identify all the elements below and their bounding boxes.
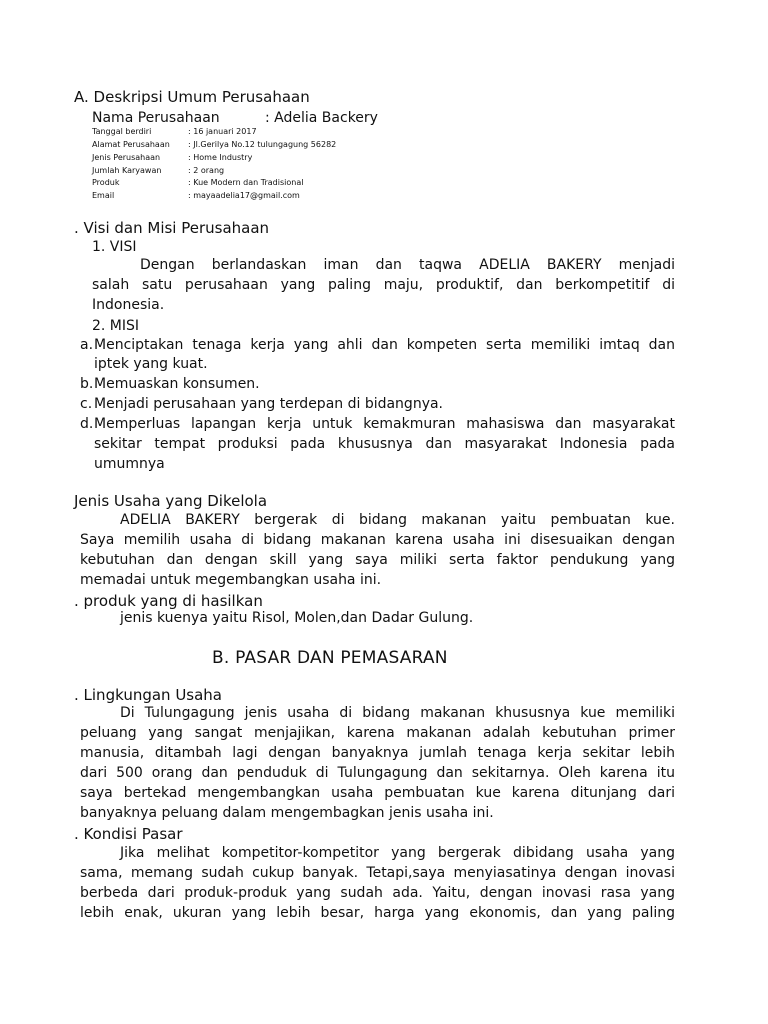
lingkungan-line: banyaknya peluang dalam mengembagkan jenis usaha ini. bbox=[80, 805, 494, 821]
kondisi-line: lebih enak, ukuran yang lebih besar, harga yang ekonomis, dan yang paling bbox=[80, 905, 675, 921]
info-value: : Jl.Gerilya No.12 tulungagung 56282 bbox=[188, 140, 337, 149]
section-b-heading: B. PASAR DAN PEMASARAN bbox=[212, 648, 448, 668]
lingkungan-heading: . Lingkungan Usaha bbox=[74, 686, 223, 704]
produk-heading: . produk yang di hasilkan bbox=[74, 592, 263, 610]
info-value: : mayaadelia17@gmail.com bbox=[188, 191, 300, 200]
jenis-usaha-heading: Jenis Usaha yang Dikelola bbox=[74, 492, 268, 510]
lingkungan-line: saya bertekad mengembangkan usaha pembuatan kue karena ditunjang dari bbox=[80, 785, 675, 801]
lingkungan-line: peluang yang sangat menjajikan, karena makanan adalah kebutuhan primer bbox=[80, 725, 675, 741]
misi-line: iptek yang kuat. bbox=[94, 356, 208, 372]
misi-line: Memperluas lapangan kerja untuk kemakmuran mahasiswa dan masyarakat bbox=[94, 416, 675, 432]
company-name-label: Nama Perusahaan bbox=[92, 110, 220, 126]
info-row bbox=[92, 166, 492, 177]
misi-line: sekitar tempat produksi pada khususnya dan masyarakat Indonesia pada bbox=[94, 436, 675, 452]
visi-misi-heading: . Visi dan Misi Perusahaan bbox=[74, 219, 270, 237]
info-value: : 16 januari 2017 bbox=[188, 127, 257, 136]
kondisi-line: sama, memang sudah cukup banyak. Tetapi,saya menyiasatinya dengan inovasi bbox=[80, 865, 675, 881]
produk-line: jenis kuenya yaitu Risol, Molen,dan Dadar Gulung. bbox=[120, 610, 474, 626]
info-row bbox=[92, 127, 492, 138]
jenis-usaha-line: Saya memilih usaha di bidang makanan karena usaha ini disesuaikan dengan bbox=[80, 532, 675, 548]
misi-line: Menjadi perusahaan yang terdepan di bidangnya. bbox=[94, 396, 444, 412]
jenis-usaha-line: memadai untuk megembangkan usaha ini. bbox=[80, 572, 382, 588]
info-label: Produk bbox=[92, 178, 120, 187]
info-row bbox=[92, 153, 492, 164]
misi-line: umumnya bbox=[94, 456, 165, 472]
jenis-usaha-line: kebutuhan dan dengan skill yang saya miliki serta faktor pendukung yang bbox=[80, 552, 675, 568]
visi-line bbox=[92, 257, 675, 273]
info-value: : 2 orang bbox=[188, 166, 225, 175]
visi-label: 1. VISI bbox=[92, 239, 137, 255]
info-label: Tanggal berdiri bbox=[92, 127, 152, 136]
jenis-usaha-line: ADELIA BAKERY bergerak di bidang makanan yaitu pembuatan kue. bbox=[120, 512, 675, 528]
info-row bbox=[92, 191, 492, 202]
section-a-heading: A. Deskripsi Umum Perusahaan bbox=[74, 88, 310, 106]
info-label: Alamat Perusahaan bbox=[92, 140, 170, 149]
info-label: Jenis Perusahaan bbox=[92, 153, 161, 162]
misi-marker: d. bbox=[80, 416, 94, 432]
info-row bbox=[92, 178, 492, 189]
misi-label: 2. MISI bbox=[92, 318, 140, 334]
misi-marker: a. bbox=[80, 337, 94, 353]
visi-line: salah satu perusahaan yang paling maju, produktif, dan berkompetitif di bbox=[92, 277, 675, 293]
misi-marker: b. bbox=[80, 376, 94, 392]
lingkungan-line: dari 500 orang dan penduduk di Tulungagung dan sekitarnya. Oleh karena itu bbox=[80, 765, 675, 781]
visi-line: Indonesia. bbox=[92, 297, 165, 313]
info-row bbox=[92, 140, 492, 151]
kondisi-heading: . Kondisi Pasar bbox=[74, 825, 183, 843]
misi-line: Memuaskan konsumen. bbox=[94, 376, 260, 392]
misi-line: Menciptakan tenaga kerja yang ahli dan kompeten serta memiliki imtaq dan bbox=[94, 337, 675, 353]
misi-marker: c. bbox=[80, 396, 93, 412]
info-label: Email bbox=[92, 191, 115, 200]
kondisi-line: berbeda dari produk-produk yang sudah ada. Yaitu, dengan inovasi rasa yang bbox=[80, 885, 675, 901]
info-value: : Home Industry bbox=[188, 153, 253, 162]
lingkungan-line: Di Tulungagung jenis usaha di bidang makanan khususnya kue memiliki bbox=[120, 705, 675, 721]
company-name-value: : Adelia Backery bbox=[265, 110, 378, 126]
lingkungan-line: manusia, ditambah lagi dengan banyaknya jumlah tenaga kerja sekitar lebih bbox=[80, 745, 675, 761]
info-value: : Kue Modern dan Tradisional bbox=[188, 178, 304, 187]
info-label: Jumlah Karyawan bbox=[92, 166, 162, 175]
kondisi-line: Jika melihat kompetitor-kompetitor yang bergerak dibidang usaha yang bbox=[120, 845, 675, 861]
visi-text: Dengan berlandaskan iman dan taqwa ADELIA BAKERY menjadi bbox=[140, 257, 675, 273]
